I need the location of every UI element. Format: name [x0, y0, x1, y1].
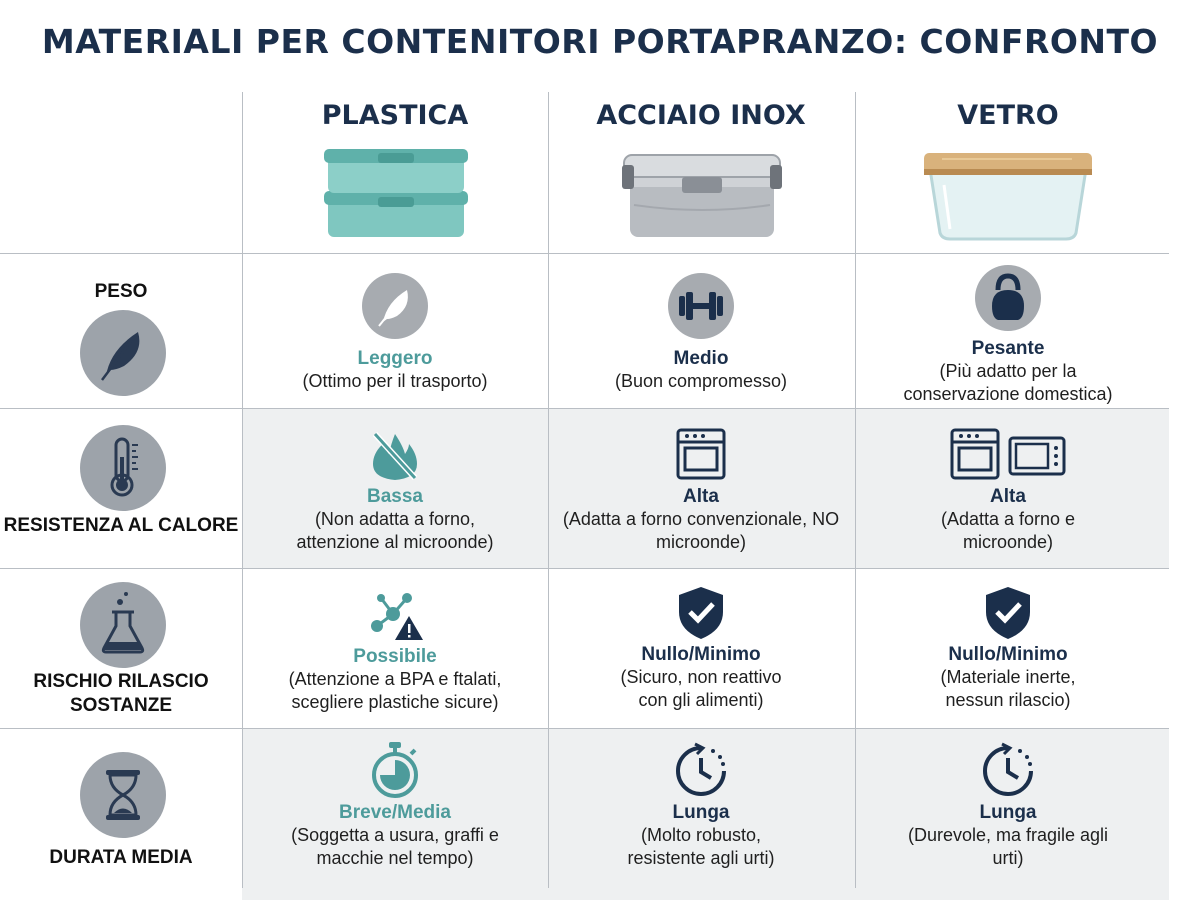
- note-text: (Adatta a forno convenzionale, NO microonde): [562, 509, 840, 552]
- shield-check-icon: [673, 584, 729, 642]
- value-text: Alta: [683, 486, 719, 507]
- steel-container-image: [620, 145, 784, 241]
- grid-line: [0, 253, 1169, 254]
- column-header-plastica: PLASTICA: [321, 100, 469, 131]
- note-text: (Durevole, ma fragile agli urti): [907, 825, 1109, 868]
- cell-vetro-rischio: [855, 584, 1161, 712]
- oven-microwave-icon: [948, 426, 1068, 482]
- value-text: Nullo/Minimo: [948, 644, 1068, 665]
- cell-vetro-calore: [855, 426, 1161, 554]
- no-fire-icon: [367, 428, 423, 484]
- note-text: (Attenzione a BPA e ftalati, scegliere plastiche sicure): [288, 669, 502, 712]
- grid-line: [0, 728, 1169, 729]
- flask-icon: [80, 582, 166, 668]
- shield-check-icon: [980, 584, 1036, 642]
- note-text: (Molto robusto, resistente agli urti): [627, 825, 775, 868]
- cell-vetro-durata: [855, 742, 1161, 870]
- value-text: Medio: [673, 348, 729, 369]
- row-label-peso: PESO: [94, 281, 148, 302]
- note-text: (Più adatto per la conservazione domestica): [903, 361, 1113, 404]
- glass-container-image: [922, 145, 1094, 241]
- note-text: (Non adatta a forno, attenzione al microonde): [296, 509, 494, 552]
- row-label-durata: DURATA MEDIA: [49, 847, 193, 868]
- hourglass-icon: [80, 752, 166, 838]
- grid-line: [0, 568, 1169, 569]
- column-header-vetro: VETRO: [957, 100, 1059, 131]
- thermometer-icon: [80, 425, 166, 511]
- value-text: Bassa: [367, 486, 423, 507]
- cell-vetro-peso: [855, 264, 1161, 406]
- value-text: Breve/Media: [339, 802, 451, 823]
- row-label-rischio: RISCHIO RILASCIO SOSTANZE: [33, 671, 209, 716]
- clock-icon: [671, 742, 731, 800]
- cell-plastica-calore: [242, 428, 548, 554]
- stopwatch-icon: [367, 740, 423, 800]
- oven-icon: [673, 426, 729, 482]
- value-text: Possibile: [353, 646, 437, 667]
- page-title: MATERIALI PER CONTENITORI PORTAPRANZO: CONFRONTO: [41, 22, 1159, 61]
- plastic-container-image: [322, 145, 470, 241]
- cell-acciaio-rischio: [548, 584, 854, 712]
- row-label-resistenza: RESISTENZA AL CALORE: [3, 515, 239, 536]
- note-text: (Soggetta a usura, graffi e macchie nel tempo): [291, 825, 499, 868]
- grid-line: [0, 408, 1169, 409]
- molecule-warning-icon: [363, 586, 427, 642]
- note-text: (Sicuro, non reattivo con gli alimenti): [620, 667, 782, 710]
- feather-icon: [80, 310, 166, 396]
- value-text: Lunga: [979, 802, 1037, 823]
- value-text: Leggero: [357, 348, 433, 369]
- feather-icon: [361, 272, 429, 340]
- cell-plastica-durata: [242, 740, 548, 870]
- kettlebell-icon: [974, 264, 1042, 332]
- dumbbell-icon: [667, 272, 735, 340]
- value-text: Alta: [990, 486, 1026, 507]
- value-text: Nullo/Minimo: [641, 644, 761, 665]
- value-text: Lunga: [672, 802, 730, 823]
- note-text: (Materiale inerte, nessun rilascio): [940, 667, 1076, 710]
- cell-plastica-peso: [242, 272, 548, 393]
- cell-acciaio-durata: [548, 742, 854, 870]
- note-text: (Buon compromesso): [614, 371, 788, 391]
- note-text: (Adatta a forno e microonde): [940, 509, 1076, 552]
- cell-acciaio-peso: [548, 272, 854, 393]
- clock-icon: [978, 742, 1038, 800]
- cell-acciaio-calore: [548, 426, 854, 554]
- column-header-acciaio: ACCIAIO INOX: [596, 100, 806, 131]
- value-text: Pesante: [971, 338, 1045, 359]
- note-text: (Ottimo per il trasporto): [302, 371, 488, 391]
- cell-plastica-rischio: [242, 586, 548, 714]
